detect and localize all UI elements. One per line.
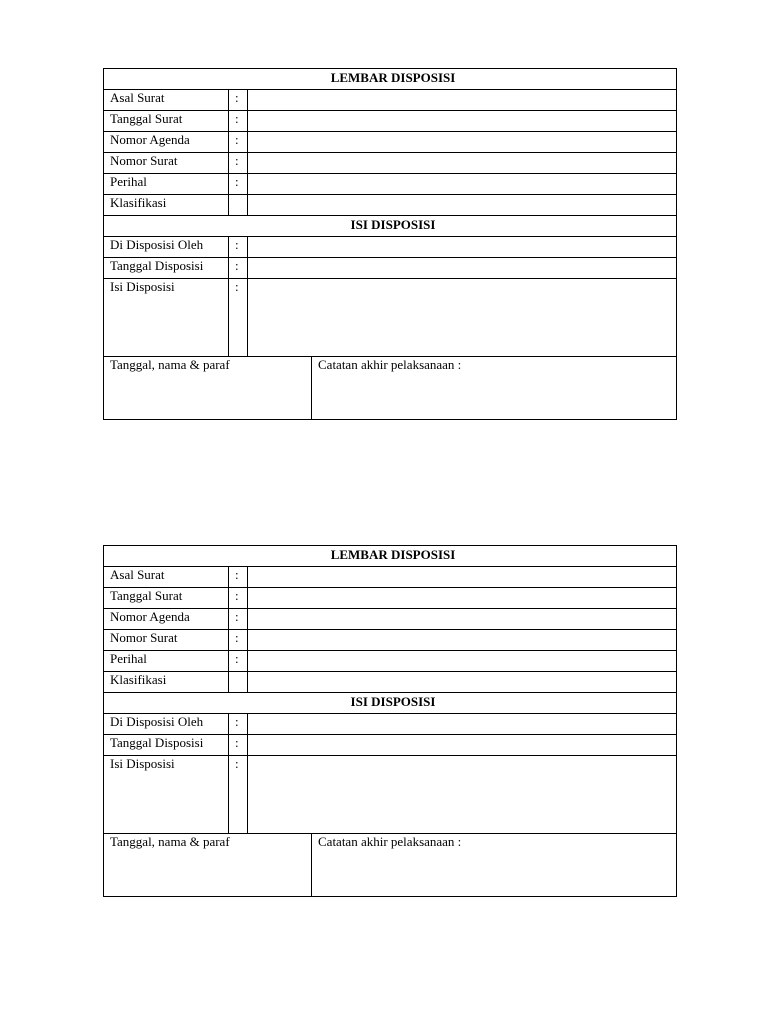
field-row-perihal <box>104 651 677 672</box>
field-label: Tanggal Disposisi <box>104 735 229 756</box>
field-label: Nomor Agenda <box>104 609 229 630</box>
field-colon: : <box>229 90 248 111</box>
field-row-klasifikasi <box>104 672 677 693</box>
field-label: Isi Disposisi <box>104 756 229 834</box>
field-row-klasifikasi <box>104 195 677 216</box>
field-value-asal-surat[interactable] <box>248 90 677 111</box>
field-row-nomor-surat <box>104 153 677 174</box>
field-value-nomor-surat[interactable] <box>248 630 677 651</box>
field-value-nomor-surat[interactable] <box>248 153 677 174</box>
field-colon: : <box>229 630 248 651</box>
field-row-asal-surat <box>104 90 677 111</box>
field-row-nomor-agenda <box>104 132 677 153</box>
field-colon: : <box>229 567 248 588</box>
field-value-tanggal-surat[interactable] <box>248 111 677 132</box>
field-value-di-disposisi-oleh[interactable] <box>248 714 677 735</box>
field-label: Isi Disposisi <box>104 279 229 357</box>
field-label: Tanggal Surat <box>104 111 229 132</box>
field-row-asal-surat <box>104 567 677 588</box>
field-row-tanggal-surat <box>104 588 677 609</box>
form-1-table <box>103 68 677 357</box>
field-row-tanggal-disposisi <box>104 258 677 279</box>
field-label: Nomor Agenda <box>104 132 229 153</box>
field-label: Tanggal Disposisi <box>104 258 229 279</box>
signature-box[interactable]: Tanggal, nama & paraf <box>104 357 312 420</box>
disposition-heading: ISI DISPOSISI <box>104 693 677 714</box>
field-row-di-disposisi-oleh <box>104 237 677 258</box>
field-row-nomor-surat <box>104 630 677 651</box>
field-value-nomor-agenda[interactable] <box>248 609 677 630</box>
form-title: LEMBAR DISPOSISI <box>104 69 677 90</box>
field-value-nomor-agenda[interactable] <box>248 132 677 153</box>
field-value-tanggal-surat[interactable] <box>248 588 677 609</box>
field-colon: : <box>229 735 248 756</box>
field-row-isi-disposisi <box>104 279 677 357</box>
disposition-form-1 <box>103 68 677 420</box>
field-colon: : <box>229 714 248 735</box>
field-colon: : <box>229 132 248 153</box>
field-colon: : <box>229 756 248 834</box>
field-value-tanggal-disposisi[interactable] <box>248 258 677 279</box>
form-2-table <box>103 545 677 834</box>
field-label: Di Disposisi Oleh <box>104 237 229 258</box>
field-value-di-disposisi-oleh[interactable] <box>248 237 677 258</box>
field-label: Klasifikasi <box>104 195 229 216</box>
field-value-klasifikasi[interactable] <box>248 672 677 693</box>
final-notes-box[interactable]: Catatan akhir pelaksanaan : <box>312 357 677 420</box>
field-row-nomor-agenda <box>104 609 677 630</box>
form-1-footer <box>103 356 677 420</box>
field-label: Di Disposisi Oleh <box>104 714 229 735</box>
field-colon: : <box>229 651 248 672</box>
field-label: Nomor Surat <box>104 630 229 651</box>
form-title: LEMBAR DISPOSISI <box>104 546 677 567</box>
field-row-di-disposisi-oleh <box>104 714 677 735</box>
field-row-perihal <box>104 174 677 195</box>
field-label: Perihal <box>104 174 229 195</box>
field-colon: : <box>229 153 248 174</box>
form-2-footer <box>103 833 677 897</box>
field-colon: : <box>229 111 248 132</box>
field-colon: : <box>229 279 248 357</box>
field-label: Nomor Surat <box>104 153 229 174</box>
field-value-perihal[interactable] <box>248 651 677 672</box>
field-row-tanggal-disposisi <box>104 735 677 756</box>
field-value-perihal[interactable] <box>248 174 677 195</box>
field-colon: : <box>229 174 248 195</box>
field-colon: : <box>229 258 248 279</box>
field-label: Asal Surat <box>104 567 229 588</box>
field-colon <box>229 672 248 693</box>
field-value-isi-disposisi[interactable] <box>248 279 677 357</box>
field-label: Perihal <box>104 651 229 672</box>
field-label: Tanggal Surat <box>104 588 229 609</box>
field-value-asal-surat[interactable] <box>248 567 677 588</box>
field-value-klasifikasi[interactable] <box>248 195 677 216</box>
final-notes-box[interactable]: Catatan akhir pelaksanaan : <box>312 834 677 897</box>
field-value-isi-disposisi[interactable] <box>248 756 677 834</box>
disposition-form-2 <box>103 545 677 897</box>
field-colon: : <box>229 237 248 258</box>
field-colon: : <box>229 609 248 630</box>
field-row-tanggal-surat <box>104 111 677 132</box>
disposition-heading: ISI DISPOSISI <box>104 216 677 237</box>
field-colon: : <box>229 588 248 609</box>
signature-box[interactable]: Tanggal, nama & paraf <box>104 834 312 897</box>
field-label: Asal Surat <box>104 90 229 111</box>
field-colon <box>229 195 248 216</box>
field-value-tanggal-disposisi[interactable] <box>248 735 677 756</box>
field-label: Klasifikasi <box>104 672 229 693</box>
field-row-isi-disposisi <box>104 756 677 834</box>
